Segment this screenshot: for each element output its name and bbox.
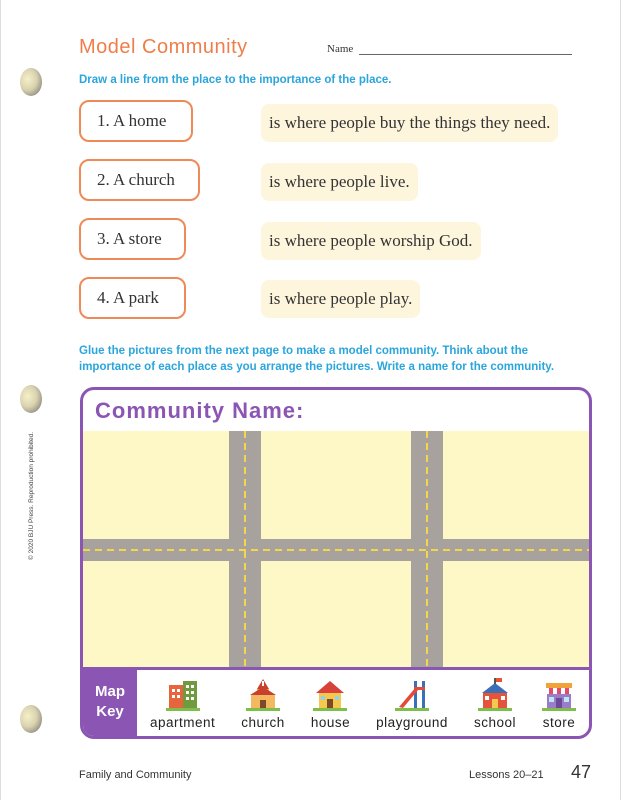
place-label: 1. A home xyxy=(97,111,167,130)
importance-worship[interactable] xyxy=(261,222,481,260)
footer-lessons: Lessons 20–21 xyxy=(469,769,544,781)
map-key-item-house xyxy=(311,677,350,730)
map-key-item-label: playground xyxy=(376,715,448,730)
binder-hole-top xyxy=(20,68,42,96)
store-icon xyxy=(542,677,576,711)
place-church[interactable] xyxy=(79,159,200,201)
map-key-items xyxy=(137,667,589,736)
map-key-item-label: apartment xyxy=(150,715,216,730)
map-lot[interactable] xyxy=(83,431,229,539)
map-key-label-line: Key xyxy=(96,702,124,720)
instruction-matching: Draw a line from the place to the importance of the place. xyxy=(79,74,392,86)
map-lot[interactable] xyxy=(261,561,411,667)
map-key-item-store xyxy=(542,677,576,730)
community-map[interactable] xyxy=(83,431,589,667)
map-key-item-label: store xyxy=(542,715,576,730)
importance-label: is where people play. xyxy=(269,289,413,308)
community-name-label[interactable]: Community Name: xyxy=(95,398,305,423)
binder-hole-middle xyxy=(20,385,42,413)
map-lot[interactable] xyxy=(83,561,229,667)
name-label: Name xyxy=(327,43,354,55)
name-line[interactable] xyxy=(359,45,572,55)
place-label: 4. A park xyxy=(97,288,159,307)
road-centerline-vertical xyxy=(426,431,428,667)
playground-icon xyxy=(395,677,429,711)
name-field[interactable] xyxy=(327,43,572,55)
map-lot[interactable] xyxy=(261,431,411,539)
map-key-item-label: house xyxy=(310,715,351,730)
importance-label: is where people buy the things they need. xyxy=(269,113,551,132)
school-icon xyxy=(478,677,512,711)
instruction-model-community xyxy=(79,343,554,375)
footer-section: Family and Community xyxy=(79,769,192,781)
map-key-item-playground xyxy=(376,677,448,730)
place-home[interactable] xyxy=(79,100,193,142)
place-label: 2. A church xyxy=(97,170,175,189)
road-centerline-horizontal xyxy=(83,549,589,551)
church-icon xyxy=(246,677,280,711)
page-number: 47 xyxy=(571,762,592,782)
map-key-item-label: school xyxy=(473,715,516,730)
importance-label: is where people live. xyxy=(269,172,410,191)
map-key-label-line: Map xyxy=(95,682,125,700)
map-key-item-church xyxy=(241,677,285,730)
place-store[interactable] xyxy=(79,218,186,260)
importance-live[interactable] xyxy=(261,163,418,201)
house-icon xyxy=(313,677,347,711)
map-key-item-label: church xyxy=(241,715,285,730)
binder-hole-bottom xyxy=(20,705,42,733)
place-label: 3. A store xyxy=(97,229,162,248)
map-lot[interactable] xyxy=(443,431,589,539)
importance-play[interactable] xyxy=(261,280,420,318)
instruction-line: importance of each place as you arrange the pictures. Write a name for the community. xyxy=(79,361,555,373)
road-centerline-vertical xyxy=(244,431,246,667)
importance-label: is where people worship God. xyxy=(269,231,473,250)
instruction-line: Glue the pictures from the next page to make a model community. Think about the xyxy=(79,345,528,357)
map-key-item-school xyxy=(474,677,516,730)
copyright-notice: © 2020 BJU Press. Reproduction prohibited. xyxy=(28,432,35,560)
map-key-item-apartment xyxy=(150,677,215,730)
map-key-label xyxy=(83,667,137,736)
importance-buy[interactable] xyxy=(261,104,558,142)
apartment-icon xyxy=(166,677,200,711)
community-frame xyxy=(80,387,592,739)
page-title: Model Community xyxy=(79,36,248,58)
map-lot[interactable] xyxy=(443,561,589,667)
place-park[interactable] xyxy=(79,277,186,319)
